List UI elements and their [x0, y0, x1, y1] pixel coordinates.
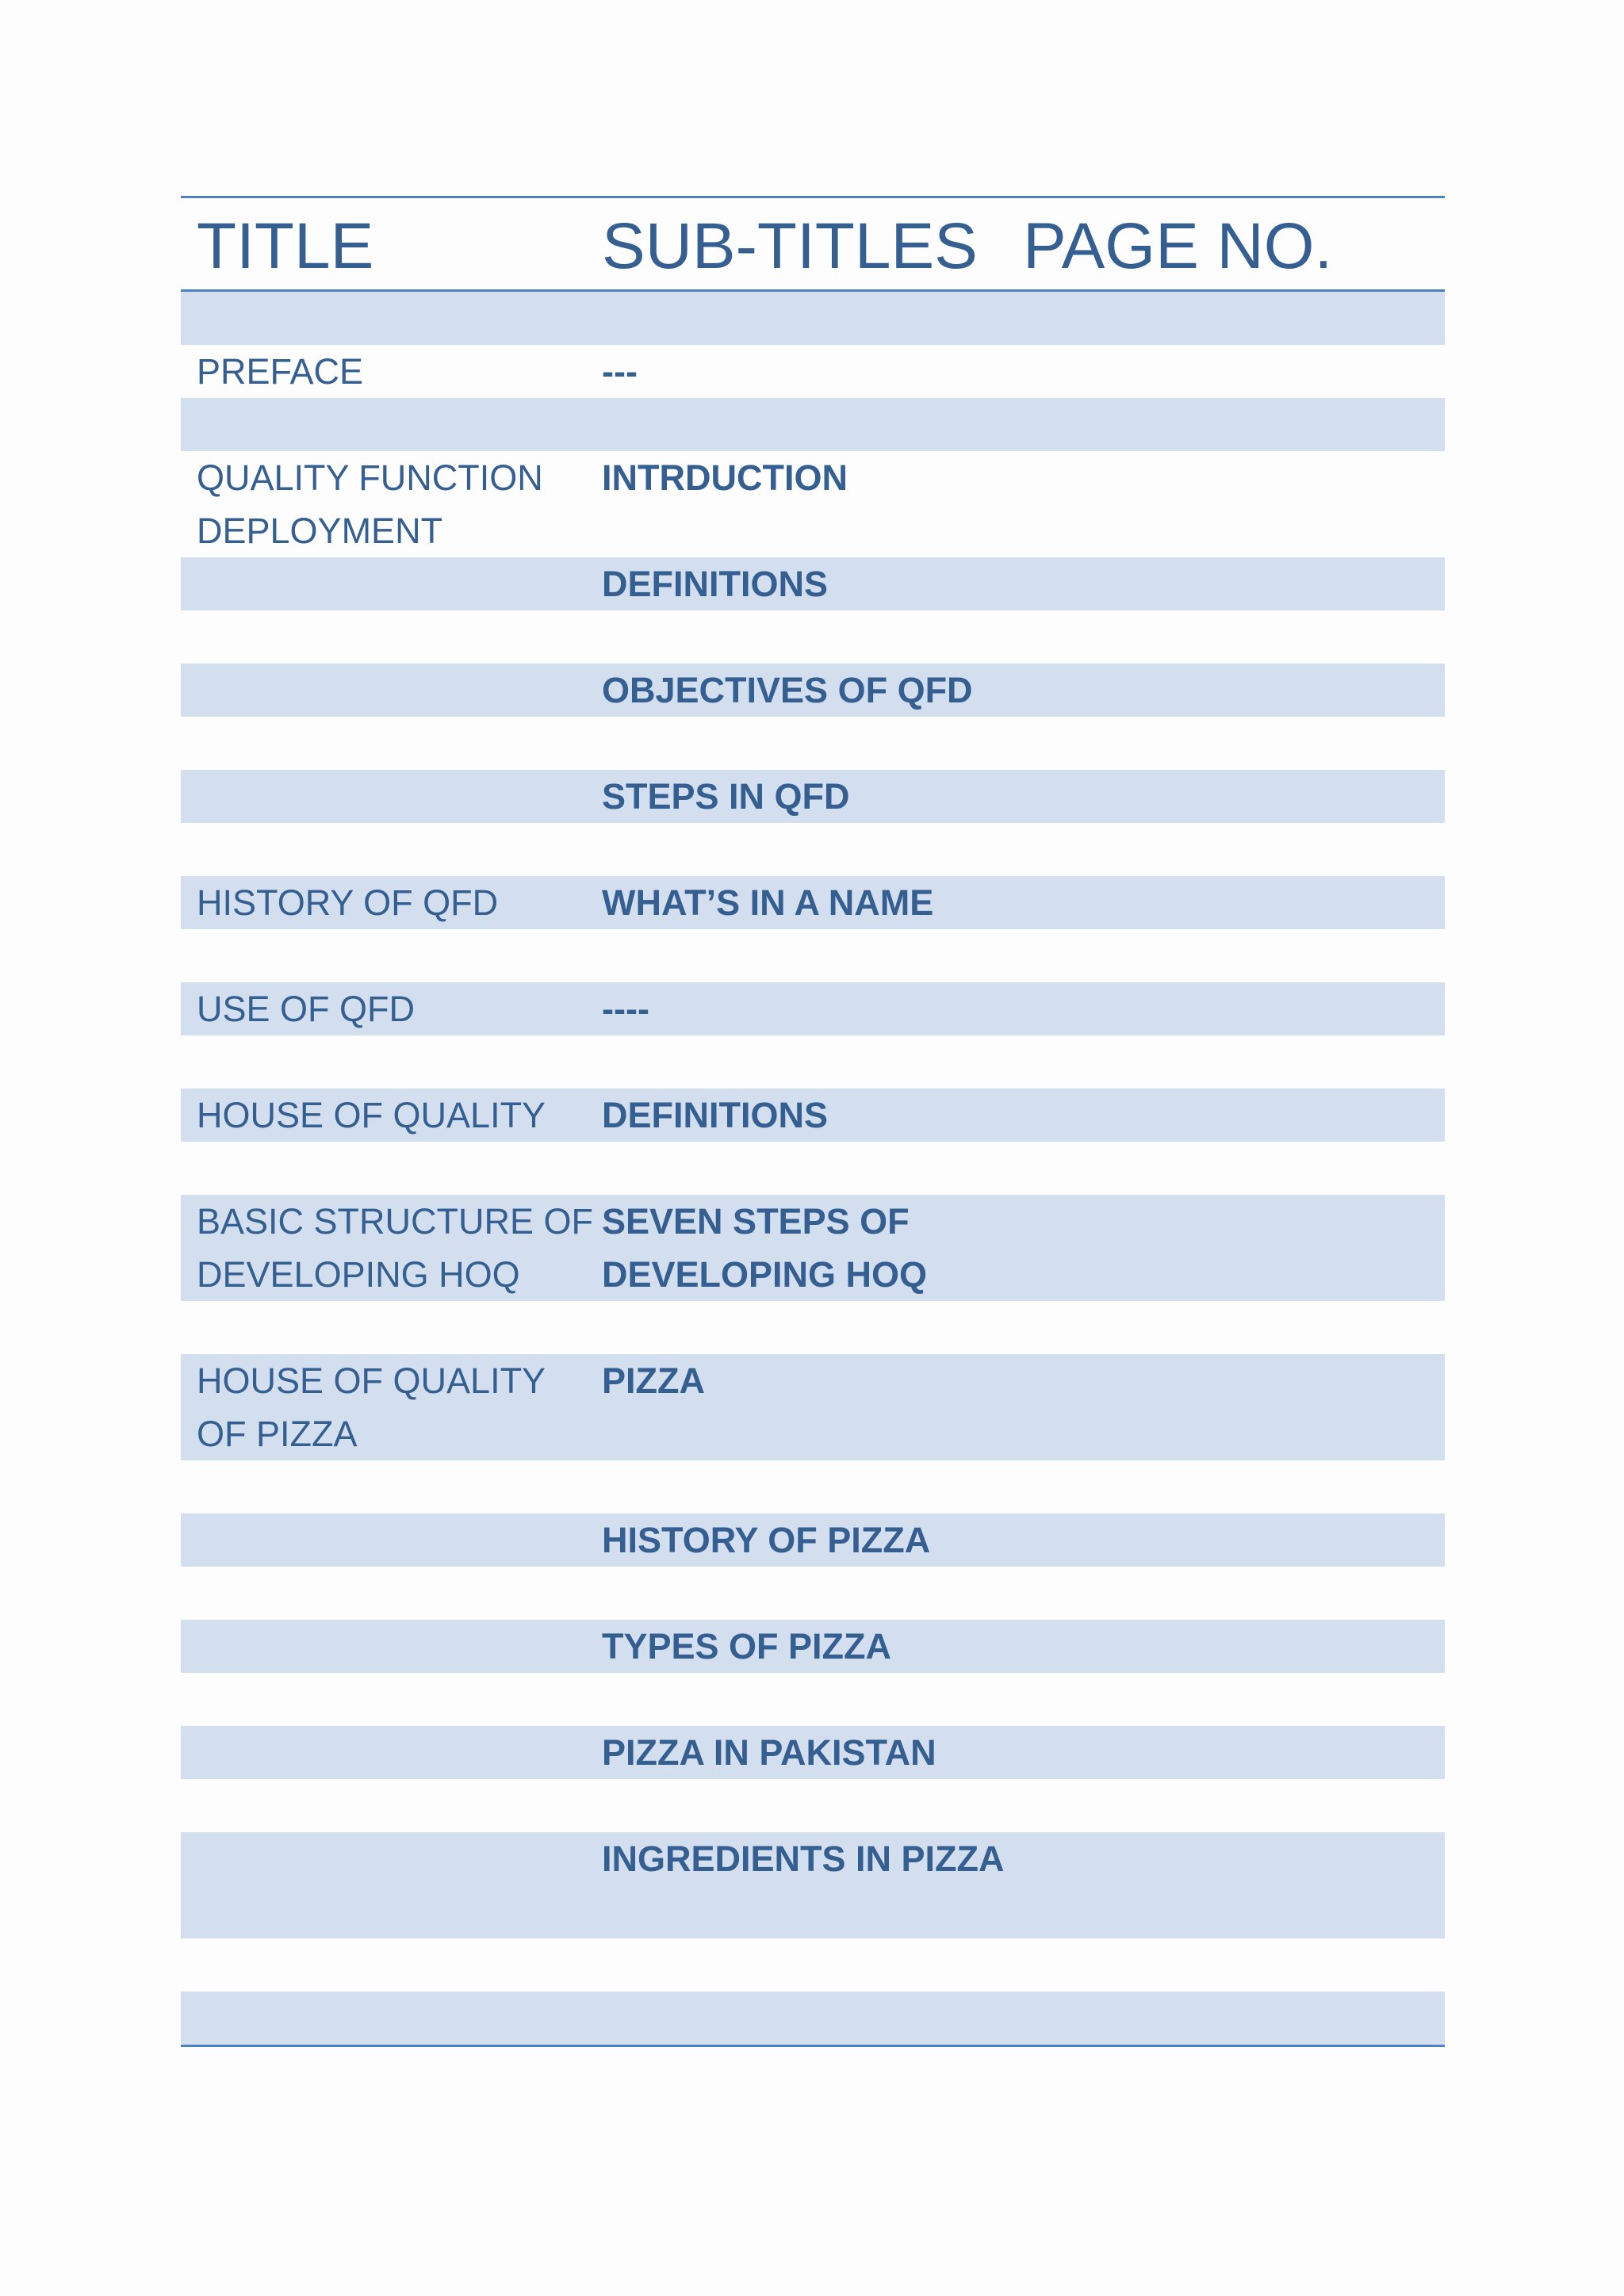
row-page-number [1023, 1726, 1445, 1779]
row-page-number [1023, 1673, 1445, 1726]
row-subtitle [602, 1779, 1023, 1832]
row-page-number [1023, 982, 1445, 1035]
table-row [181, 610, 1445, 664]
row-title [181, 1832, 602, 1938]
table-row [181, 1673, 1445, 1726]
row-subtitle [602, 398, 1023, 451]
row-title [181, 557, 602, 610]
row-subtitle: STEPS IN QFD [602, 776, 850, 817]
row-page-number [1023, 1779, 1445, 1832]
row-page-number [1023, 1460, 1445, 1513]
row-subtitle [602, 1673, 1023, 1726]
row-title [181, 1513, 602, 1567]
row-page-number [1023, 1567, 1445, 1620]
row-subtitle [602, 1460, 1023, 1513]
row-subtitle: PIZZA [602, 1360, 705, 1401]
row-subtitle [602, 1992, 1023, 2045]
table-row [181, 451, 1445, 557]
row-page-number [1023, 398, 1445, 451]
row-title [181, 770, 602, 823]
row-subtitle [602, 1938, 1023, 1992]
table-row [181, 1620, 1445, 1673]
table-row [181, 929, 1445, 982]
row-title [181, 1726, 602, 1779]
row-page-number [1023, 1513, 1445, 1567]
row-page-number [1023, 717, 1445, 770]
page-number-column-header: PAGE NO. [1023, 209, 1333, 282]
table-row [181, 1195, 1445, 1301]
row-subtitle: HISTORY OF PIZZA [602, 1520, 931, 1560]
row-title [181, 398, 602, 451]
row-subtitle: INTRDUCTION [602, 457, 848, 498]
row-page-number [1023, 770, 1445, 823]
row-title: HOUSE OF QUALITY OF PIZZA [197, 1360, 546, 1454]
table-row [181, 1726, 1445, 1779]
row-page-number [1023, 1089, 1445, 1142]
row-title [181, 1673, 602, 1726]
row-subtitle [602, 610, 1023, 664]
row-subtitle: TYPES OF PIZZA [602, 1626, 892, 1667]
row-subtitle: --- [602, 351, 638, 392]
table-row [181, 1354, 1445, 1460]
row-subtitle [602, 717, 1023, 770]
table-row [181, 345, 1445, 398]
row-page-number [1023, 929, 1445, 982]
row-title [181, 1620, 602, 1673]
row-title [181, 1142, 602, 1195]
table-row [181, 1992, 1445, 2045]
row-title [181, 823, 602, 876]
row-title: HISTORY OF QFD [197, 882, 499, 923]
table-of-contents [181, 196, 1445, 2047]
row-subtitle [602, 1301, 1023, 1354]
row-page-number [1023, 1354, 1445, 1460]
table-row [181, 876, 1445, 929]
row-title: HOUSE OF QUALITY [197, 1095, 546, 1135]
row-page-number [1023, 664, 1445, 717]
table-row [181, 398, 1445, 451]
table-row [181, 982, 1445, 1035]
table-row [181, 717, 1445, 770]
table-row [181, 1779, 1445, 1832]
row-title [181, 1779, 602, 1832]
row-title [181, 1460, 602, 1513]
title-column-header: TITLE [197, 209, 374, 282]
table-row [181, 1832, 1445, 1938]
row-subtitle [602, 1567, 1023, 1620]
row-subtitle: INGREDIENTS IN PIZZA [602, 1839, 1005, 1879]
table-row [181, 664, 1445, 717]
row-page-number [1023, 557, 1445, 610]
row-subtitle [602, 1142, 1023, 1195]
row-title [181, 664, 602, 717]
row-subtitle: OBJECTIVES OF QFD [602, 670, 973, 710]
row-page-number [1023, 1620, 1445, 1673]
table-row [181, 770, 1445, 823]
row-page-number [1023, 1035, 1445, 1089]
row-page-number [1023, 292, 1445, 345]
row-title: PREFACE [197, 351, 364, 392]
row-title [181, 1035, 602, 1089]
row-title: USE OF QFD [197, 989, 416, 1029]
row-title [181, 1567, 602, 1620]
row-subtitle: ---- [602, 989, 649, 1029]
row-page-number [1023, 345, 1445, 398]
table-row [181, 823, 1445, 876]
row-title [181, 929, 602, 982]
row-subtitle: SEVEN STEPS OF DEVELOPING HOQ [602, 1201, 928, 1295]
row-page-number [1023, 1195, 1445, 1301]
row-subtitle [602, 292, 1023, 345]
row-page-number [1023, 1992, 1445, 2045]
table-row [181, 1035, 1445, 1089]
table-row [181, 1301, 1445, 1354]
row-page-number [1023, 1832, 1445, 1938]
table-row [181, 1513, 1445, 1567]
table-row [181, 557, 1445, 610]
row-page-number [1023, 876, 1445, 929]
table-row [181, 1142, 1445, 1195]
row-title [181, 1938, 602, 1992]
row-title [181, 1992, 602, 2045]
row-subtitle [602, 1035, 1023, 1089]
subtitles-column-header: SUB-TITLES [602, 209, 978, 282]
row-page-number [1023, 1938, 1445, 1992]
table-row [181, 292, 1445, 345]
table-row [181, 1567, 1445, 1620]
row-page-number [1023, 823, 1445, 876]
row-page-number [1023, 1301, 1445, 1354]
row-title: BASIC STRUCTURE OF DEVELOPING HOQ [197, 1201, 594, 1295]
row-subtitle: PIZZA IN PAKISTAN [602, 1732, 936, 1773]
row-subtitle: DEFINITIONS [602, 1095, 829, 1135]
row-subtitle [602, 929, 1023, 982]
row-subtitle: WHAT’S IN A NAME [602, 882, 934, 923]
row-page-number [1023, 1142, 1445, 1195]
toc-header [181, 196, 1445, 292]
row-page-number [1023, 610, 1445, 664]
table-row [181, 1089, 1445, 1142]
row-title [181, 717, 602, 770]
row-page-number [1023, 451, 1445, 557]
row-subtitle [602, 823, 1023, 876]
row-title [181, 1301, 602, 1354]
row-title: QUALITY FUNCTION DEPLOYMENT [197, 457, 543, 551]
row-title [181, 292, 602, 345]
table-row [181, 1460, 1445, 1513]
row-title [181, 610, 602, 664]
table-row [181, 1938, 1445, 1992]
row-subtitle: DEFINITIONS [602, 564, 829, 604]
table-bottom-rule [181, 2045, 1445, 2047]
